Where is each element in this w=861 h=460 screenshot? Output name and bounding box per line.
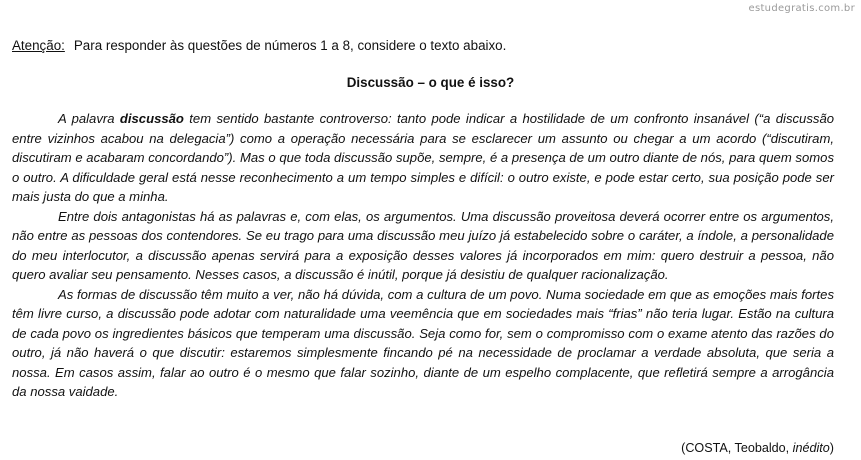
citation-close: )	[829, 441, 834, 455]
paragraph-1-intro: A palavra	[58, 111, 120, 126]
site-watermark: estudegratis.com.br	[748, 3, 855, 14]
paragraph-1-keyword: discussão	[119, 111, 184, 126]
attention-label: Atenção:	[12, 38, 65, 53]
paragraph-2: Entre dois antagonistas há as palavras e, com elas, os argumentos. Uma discussão proveitosa deverá ocorrer entre os argumentos, não entre as pessoas dos contendores. Se eu trago para uma discussão meu juízo já estabelecido sobre o caráter, a índole, a personalidade do meu interlocutor, a discussão apenas servirá para a exposição desses valores já incorporados em mim: quero destruir a pessoa, não quero avaliar seu pensamento. Nesses casos, a discussão é inútil, porque já desistiu de qualquer racionalização.	[12, 208, 834, 282]
paragraph-1	[12, 109, 834, 207]
source-citation	[681, 441, 834, 455]
attention-note	[12, 38, 506, 53]
text-title: Discussão – o que é isso?	[346, 75, 515, 90]
citation-author: (COSTA, Teobaldo,	[681, 441, 793, 455]
paragraph-1-rest: tem sentido bastante controverso: tanto pode indicar a hostilidade de um confronto insanável (“a discussão entre vizinhos acabou na delegacia”) como a operação necessária para se esclarecer um assunto ou chegar a um acordo (“discutiram, discutiram e acabaram concordando”). Mas o que toda discussão supõe, sempre, é a presença de um outro diante de nós, para quem somos o outro. A dificuldade geral está nesse reconhecimento a um tempo simples e difícil: o outro existe, e pode estar certo, sua posição pode ser mais justa do que a minha.	[12, 111, 835, 204]
paragraph-3: As formas de discussão têm muito a ver, não há dúvida, com a cultura de um povo. Numa sociedade em que as emoções mais fortes têm livre curso, a discussão pode adotar com naturalidade uma veemência que em sociedades mais “frias” não teria lugar. Estão na cultura de cada povo os ingredientes básicos que temperam uma discussão. Seja como for, sem o compromisso com o exame atento das razões do outro, já não haverá o que discutir: estaremos simplesmente fincando pé na necessidade de proclamar a verdade absoluta, que seria a nossa. Em casos assim, falar ao outro é o mesmo que falar sozinho, diante de um espelho complacente, que refletirá sempre a arrogância da nossa vaidade.	[12, 286, 834, 399]
article-body	[12, 109, 834, 402]
citation-work: inédito	[792, 441, 830, 455]
attention-text: Para responder às questões de números 1 a 8, considere o texto abaixo.	[73, 38, 507, 53]
